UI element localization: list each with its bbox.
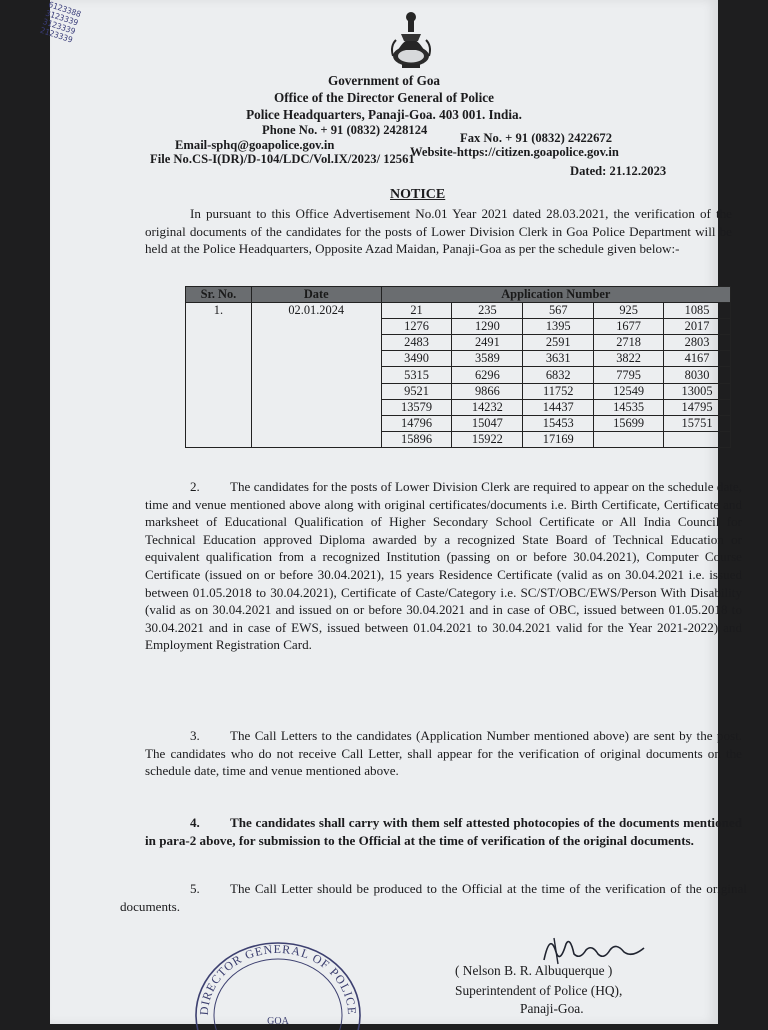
emblem-icon <box>388 10 434 72</box>
application-number-cell: 14795 <box>664 399 731 415</box>
table-row <box>186 303 731 319</box>
application-number-cell: 1290 <box>452 319 523 335</box>
application-number-cell: 567 <box>523 303 594 319</box>
paragraph-5-number: 5. <box>190 881 200 896</box>
application-number-cell: 2017 <box>664 319 731 335</box>
seal-text: DIRECTOR GENERAL OF POLICE <box>196 942 360 1016</box>
table-header-date: Date <box>251 287 381 303</box>
schedule-table <box>185 286 731 448</box>
application-number-cell: 12549 <box>594 383 664 399</box>
seal-place: GOA <box>267 1016 289 1027</box>
official-seal <box>190 920 366 1030</box>
application-number-cell: 1276 <box>381 319 452 335</box>
paragraph-4 <box>145 814 742 849</box>
application-number-cell: 15699 <box>594 415 664 431</box>
paragraph-2-text: The candidates for the posts of Lower Division Clerk are required to appear on the schedule date, time and venue mentioned above along with original certificates/documents i.e. Birth Certificate, Certificate and marksheet of Educational Qualification of Higher Secondary School Certificate or All India Council for Technical Education approved Diploma awarded by a recognized State Board of Technical Education or equivalent qualification from a recognized Institution (passing on or before 30.04.2021), Computer Course Certificate (issued on or before 30.04.2021), 15 years Residence Certificate (valid as on 30.04.2021 i.e. issued between 01.05.2018 to 30.04.2021), Certificate of Caste/Category i.e. SC/ST/OBC/EWS/Person With Disability (valid as on 30.04.2021 and issued on or before 30.04.2021 and in case of OBC, issued between 01.05.2018 to 30.04.2021 and in case of EWS, issued between 01.04.2021 to 30.04.2021 valid for the Year 2021-2022) and Employment Registration Card. <box>145 479 742 653</box>
paragraph-5 <box>120 880 747 915</box>
paragraph-3-number: 3. <box>190 728 200 743</box>
paragraph-2-number: 2. <box>190 479 200 494</box>
application-number-cell: 3631 <box>523 351 594 367</box>
application-number-cell: 2718 <box>594 335 664 351</box>
application-number-cell: 14796 <box>381 415 452 431</box>
application-number-cell: 15453 <box>523 415 594 431</box>
application-number-cell: 13005 <box>664 383 731 399</box>
application-number-cell: 4167 <box>664 351 731 367</box>
document-page <box>38 0 747 1027</box>
table-header-application-number: Application Number <box>381 287 730 303</box>
notice-date: Dated: 21.12.2023 <box>570 164 667 178</box>
application-number-cell: 7795 <box>594 367 664 383</box>
schedule-table-body <box>186 303 731 448</box>
header-website: Website-https://citizen.goapolice.gov.in <box>410 145 619 159</box>
application-number-cell <box>664 431 731 447</box>
application-number-cell: 6832 <box>523 367 594 383</box>
application-number-cell: 14437 <box>523 399 594 415</box>
application-number-cell: 3589 <box>452 351 523 367</box>
application-number-cell: 3490 <box>381 351 452 367</box>
header-office: Office of the Director General of Police <box>274 90 494 105</box>
application-number-cell: 14535 <box>594 399 664 415</box>
header-email: Email-sphq@goapolice.gov.in <box>175 138 335 152</box>
file-number: File No.CS-I(DR)/D-104/LDC/Vol.IX/2023/ 12561 <box>150 152 415 166</box>
application-number-cell: 15751 <box>664 415 731 431</box>
application-number-cell: 15896 <box>381 431 452 447</box>
application-number-cell: 11752 <box>523 383 594 399</box>
application-number-cell: 6296 <box>452 367 523 383</box>
application-number-cell: 235 <box>452 303 523 319</box>
handwritten-signature <box>540 930 650 966</box>
header-fax: Fax No. + 91 (0832) 2422672 <box>460 131 612 145</box>
paragraph-3-text: The Call Letters to the candidates (Application Number mentioned above) are sent by the post. The candidates who do not receive Call Letter, shall appear for the verification of original documents on the schedule date, time and venue mentioned above. <box>145 728 742 779</box>
application-number-cell: 2803 <box>664 335 731 351</box>
application-number-cell: 15922 <box>452 431 523 447</box>
application-number-cell: 8030 <box>664 367 731 383</box>
application-number-cell: 17169 <box>523 431 594 447</box>
signatory-designation: Superintendent of Police (HQ), <box>455 983 623 998</box>
paragraph-5-text: The Call Letter should be produced to the Official at the time of the verification of the original documents. <box>120 881 747 914</box>
signatory-name: ( Nelson B. R. Albuquerque ) <box>455 963 613 978</box>
application-number-cell: 13579 <box>381 399 452 415</box>
paragraph-3 <box>145 727 742 780</box>
application-number-cell <box>594 431 664 447</box>
table-header-sr-no: Sr. No. <box>186 287 252 303</box>
application-number-cell: 5315 <box>381 367 452 383</box>
application-number-cell: 21 <box>381 303 452 319</box>
paragraph-4-text: The candidates shall carry with them self attested photocopies of the documents mentioned in para-2 above, for submission to the Official at the time of verification of the original documents. <box>145 815 742 848</box>
table-sr-no: 1. <box>186 303 252 448</box>
application-number-cell: 14232 <box>452 399 523 415</box>
header-phone: Phone No. + 91 (0832) 2428124 <box>262 123 428 137</box>
svg-text:DIRECTOR GENERAL OF POLICE <box>197 942 359 1016</box>
application-number-cell: 9521 <box>381 383 452 399</box>
header-government: Government of Goa <box>327 73 441 88</box>
paragraph-1: In pursuant to this Office Advertisement No.01 Year 2021 dated 28.03.2021, the verification of the original documents of the candidates for the posts of Lower Division Clerk in Goa Police Department will be held at the Police Headquarters, Opposite Azad Maidan, Panaji-Goa as per the schedule given below:- <box>145 206 732 257</box>
application-number-cell: 2591 <box>523 335 594 351</box>
paragraph-2 <box>145 478 742 654</box>
header-address: Police Headquarters, Panaji-Goa. 403 001. India. <box>246 107 522 122</box>
application-number-cell: 1085 <box>664 303 731 319</box>
corner-stamp: 6123388 3123339 3123339 2123339 <box>38 0 83 45</box>
application-number-cell: 1395 <box>523 319 594 335</box>
application-number-cell: 925 <box>594 303 664 319</box>
notice-title: NOTICE <box>390 187 446 202</box>
application-number-cell: 3822 <box>594 351 664 367</box>
paragraph-4-number: 4. <box>190 815 200 830</box>
application-number-cell: 9866 <box>452 383 523 399</box>
application-number-cell: 2491 <box>452 335 523 351</box>
table-date: 02.01.2024 <box>251 303 381 448</box>
signatory-place: Panaji-Goa. <box>520 1001 584 1016</box>
application-number-cell: 1677 <box>594 319 664 335</box>
application-number-cell: 2483 <box>381 335 452 351</box>
application-number-cell: 15047 <box>452 415 523 431</box>
